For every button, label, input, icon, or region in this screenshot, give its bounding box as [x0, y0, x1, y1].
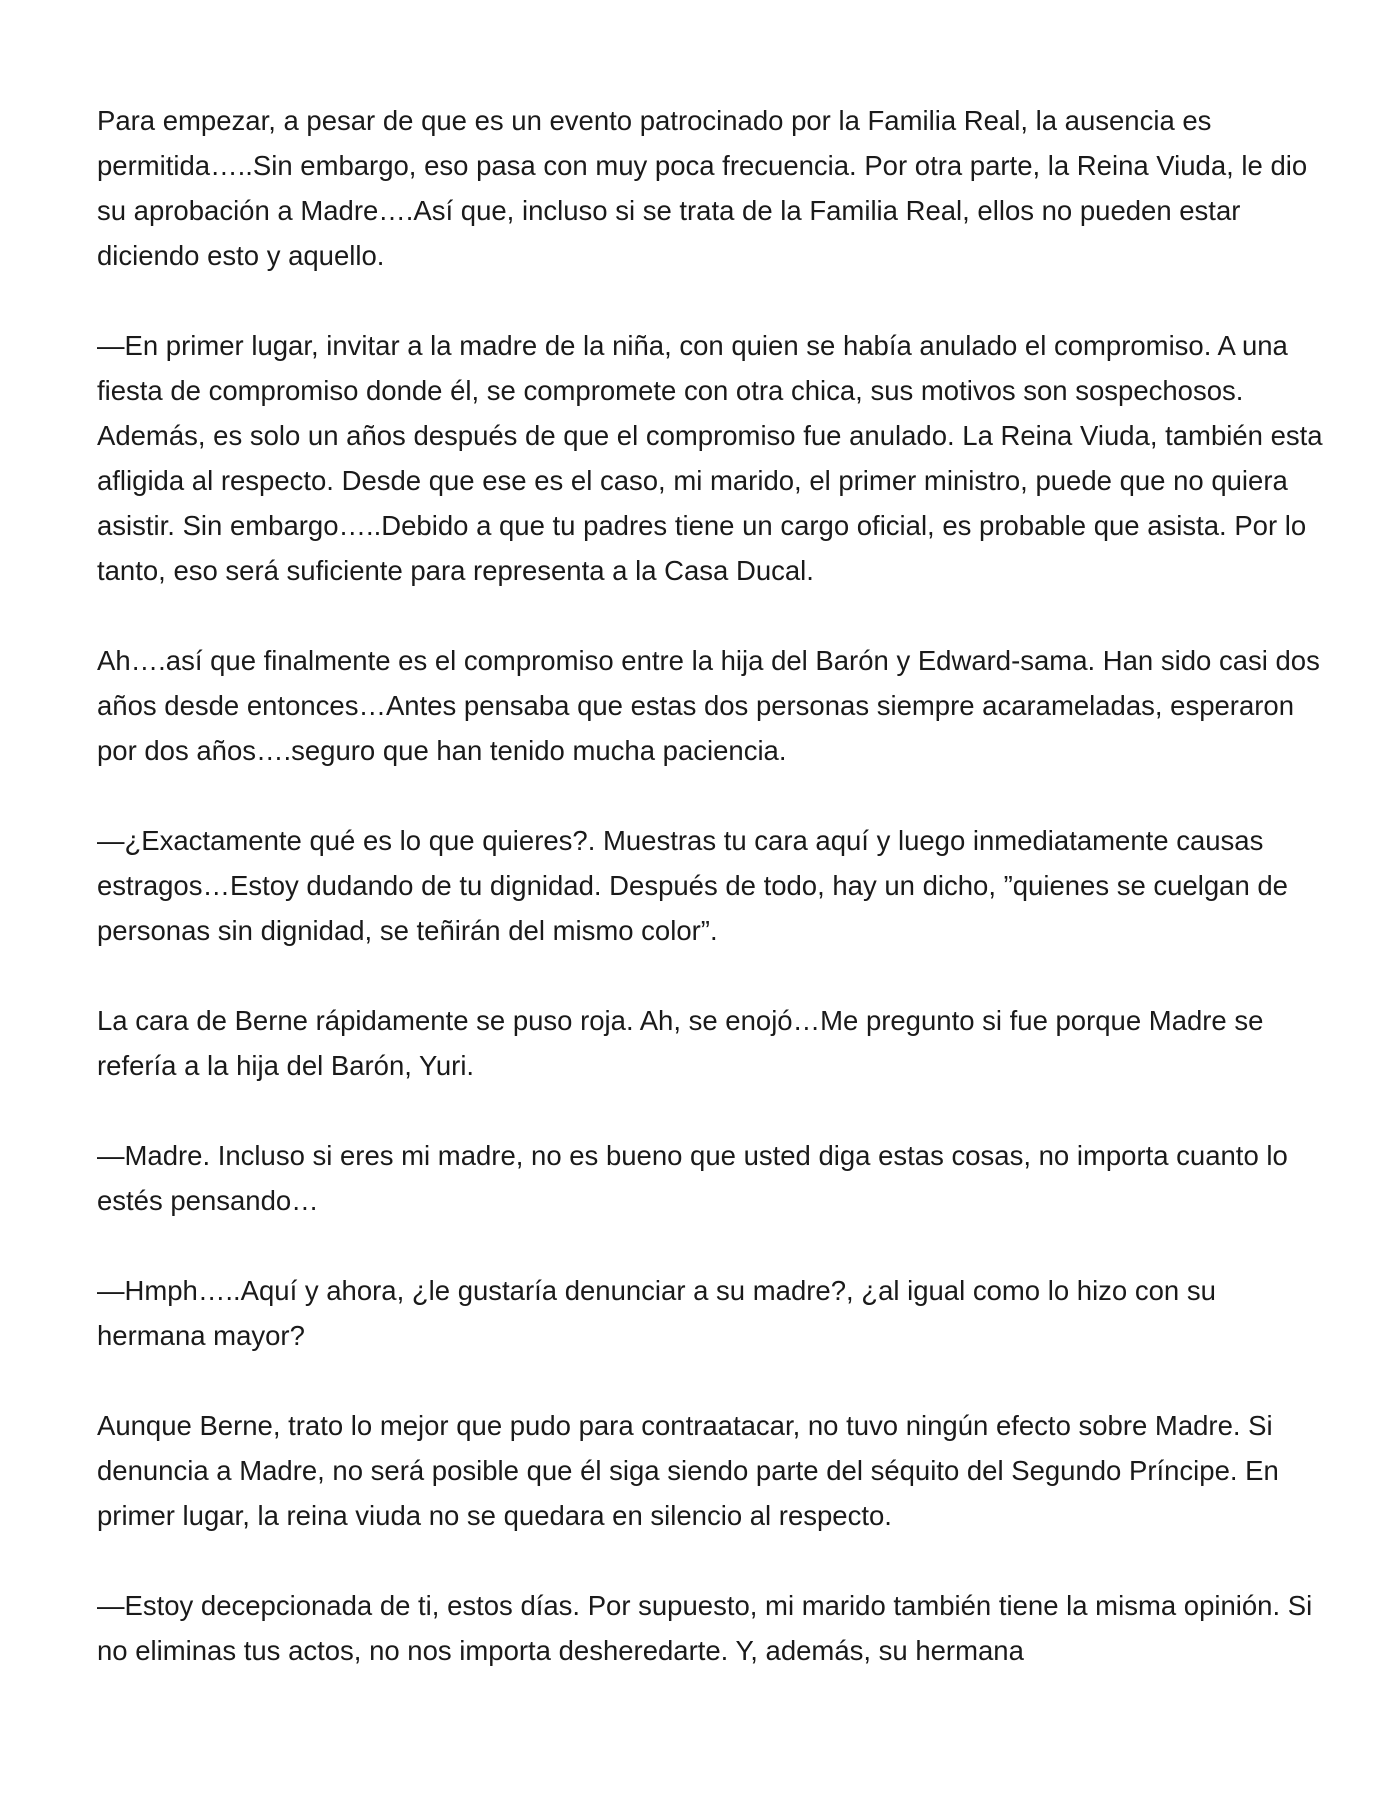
document-body	[97, 98, 1327, 1673]
paragraph: —Madre. Incluso si eres mi madre, no es bueno que usted diga estas cosas, no importa cuanto lo estés pensando…	[97, 1140, 1288, 1216]
paragraph: —Estoy decepcionada de ti, estos días. Por supuesto, mi marido también tiene la misma opinión. Si no eliminas tus actos, no nos importa desheredarte. Y, además, su hermana	[97, 1590, 1313, 1666]
paragraph: —En primer lugar, invitar a la madre de la niña, con quien se había anulado el compromiso. A una fiesta de compromiso donde él, se compromete con otra chica, sus motivos son sospechosos. Además, es solo un años después de que el compromiso fue anulado. La Reina Viuda, también esta afligida al respecto. Desde que ese es el caso, mi marido, el primer ministro, puede que no quiera asistir. Sin embargo…..Debido a que tu padres tiene un cargo oficial, es probable que asista. Por lo tanto, eso será suficiente para representa a la Casa Ducal.	[97, 330, 1323, 586]
paragraph: Ah….así que finalmente es el compromiso entre la hija del Barón y Edward-sama. Han sido casi dos años desde entonces…Antes pensaba que estas dos personas siempre acarameladas, esperaron por dos años….seguro que han tenido mucha paciencia.	[97, 645, 1320, 766]
paragraph: Para empezar, a pesar de que es un evento patrocinado por la Familia Real, la ausencia es permitida…..Sin embargo, eso pasa con muy poca frecuencia. Por otra parte, la Reina Viuda, le dio su aprobación a Madre….Así que, incluso si se trata de la Familia Real, ellos no pueden estar diciendo esto y aquello.	[97, 105, 1308, 271]
paragraph: Aunque Berne, trato lo mejor que pudo para contraatacar, no tuvo ningún efecto sobre Madre. Si denuncia a Madre, no será posible que él siga siendo parte del séquito del Segundo Príncipe. En primer lugar, la reina viuda no se quedara en silencio al respecto.	[97, 1410, 1279, 1531]
paragraph: —¿Exactamente qué es lo que quieres?. Muestras tu cara aquí y luego inmediatamente causas estragos…Estoy dudando de tu dignidad. Después de todo, hay un dicho, ”quienes se cuelgan de personas sin dignidad, se teñirán del mismo color”.	[97, 825, 1288, 946]
paragraph: La cara de Berne rápidamente se puso roja. Ah, se enojó…Me pregunto si fue porque Madre se refería a la hija del Barón, Yuri.	[97, 1005, 1264, 1081]
paragraph: —Hmph…..Aquí y ahora, ¿le gustaría denunciar a su madre?, ¿al igual como lo hizo con su hermana mayor?	[97, 1275, 1216, 1351]
